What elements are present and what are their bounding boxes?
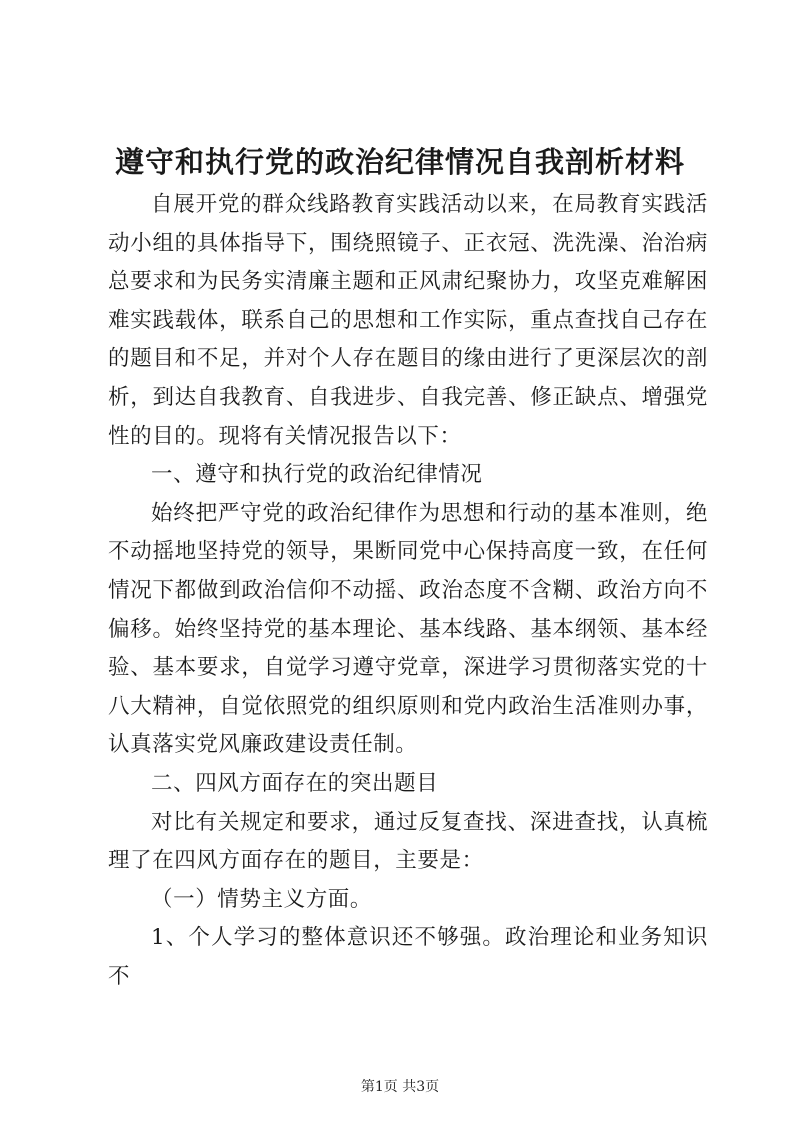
list-item-1: 1、个人学习的整体意识还不够强。政治理论和业务知识不 xyxy=(108,925,708,989)
section-heading-1: 一、遵守和执行党的政治纪律情况 xyxy=(151,462,483,488)
document-body xyxy=(108,186,708,996)
section-paragraph-1: 始终把严守党的政治纪律作为思想和行动的基本准则，绝不动摇地坚持党的领导，果断同党中心保持高度一致，在任何情况下都做到政治信仰不动摇、政治态度不含糊、政治方向不偏移。始终坚持党的基本理论、基本线路、基本纲领、基本经验、基本要求，自觉学习遵守党章，深进学习贯彻落实党的十八大精神，自觉依照党的组织原则和党内政治生活准则办事，认真落实党风廉政建设责任制。 xyxy=(108,500,708,758)
section-heading-2: 二、四风方面存在的突出题目 xyxy=(151,770,439,796)
page-number: 第1页 共3页 xyxy=(360,1079,440,1095)
subsection-heading-1: （一）情势主义方面。 xyxy=(151,886,373,912)
intro-paragraph: 自展开党的群众线路教育实践活动以来，在局教育实践活动小组的具体指导下，围绕照镜子、正衣冠、洗洗澡、治治病总要求和为民务实清廉主题和正风肃纪聚协力，攻坚克难解困难实践载体，联系自己的思想和工作实际，重点查找自己存在的题目和不足，并对个人存在题目的缘由进行了更深层次的剖析，到达自我教育、自我进步、自我完善、修正缺点、增强党性的目的。现将有关情况报告以下： xyxy=(108,192,708,449)
document-title: 遵守和执行党的政治纪律情况自我剖析材料 xyxy=(114,145,685,179)
section-paragraph-2: 对比有关规定和要求，通过反复查找、深进查找，认真梳理了在四风方面存在的题目，主要是： xyxy=(108,809,708,874)
